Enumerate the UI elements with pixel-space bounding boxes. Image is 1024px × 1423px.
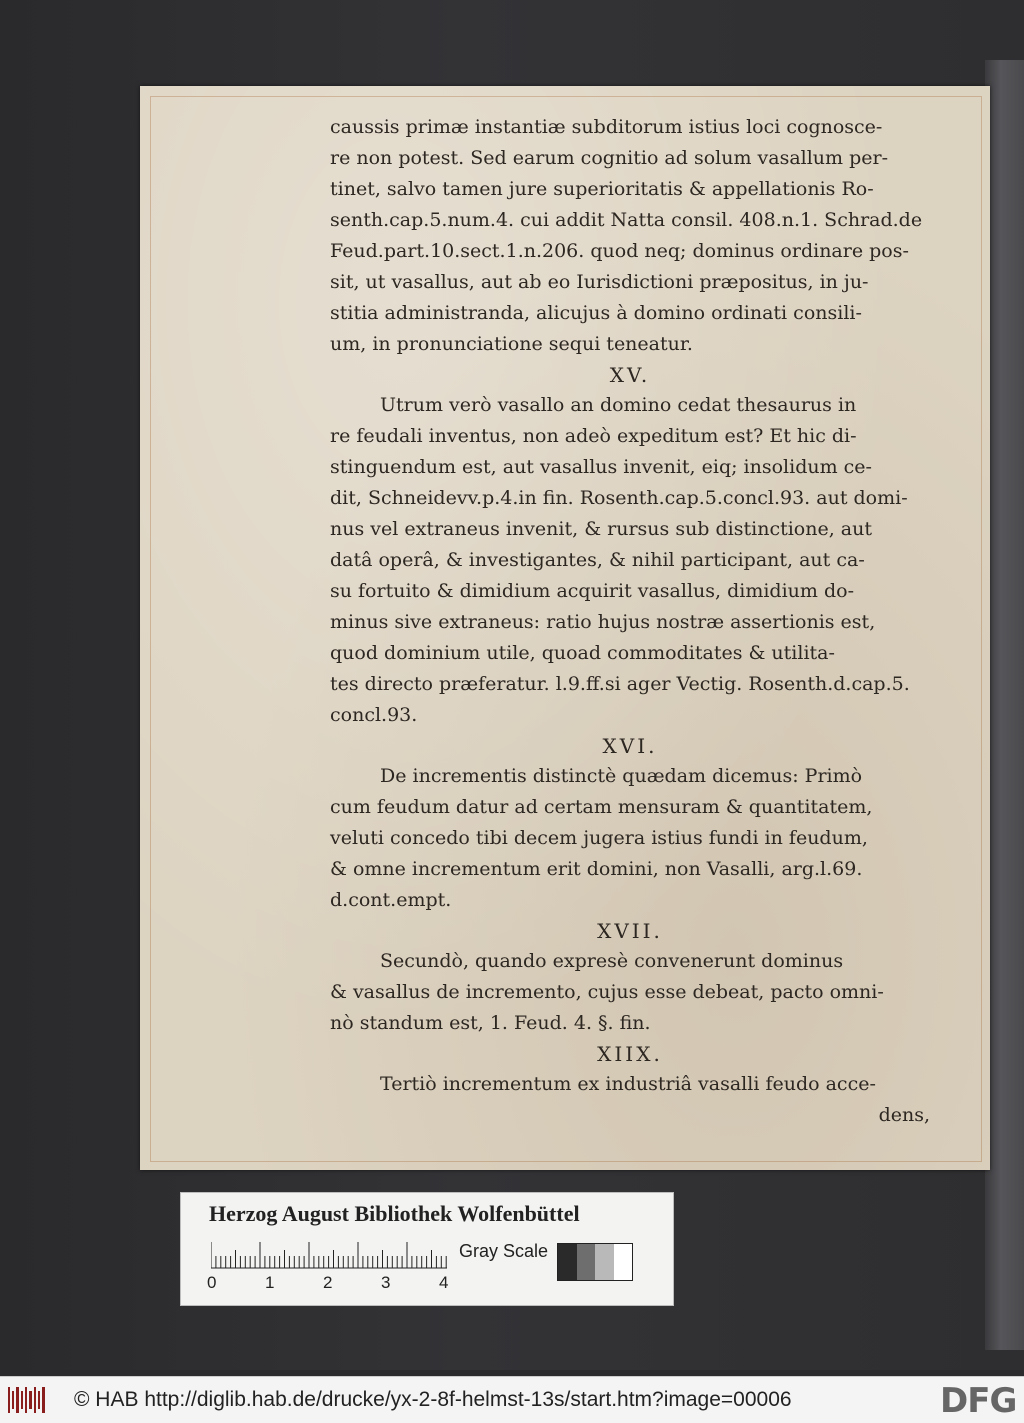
ruler-number: 1	[265, 1273, 275, 1292]
text-line: cum feudum datur ad certam mensuram & quantitatem,	[330, 796, 873, 818]
gray-swatch	[614, 1244, 633, 1280]
gray-swatch	[595, 1244, 614, 1280]
text-line: Secundò, quando expresè convenerunt dominus	[380, 950, 844, 972]
barcode-icon	[8, 1387, 48, 1413]
footer-bar	[0, 1376, 1024, 1423]
text-line: dit, Schneidevv.p.4.in fin. Rosenth.cap.5.concl.93. aut domi-	[330, 487, 908, 509]
text-line: dens,	[878, 1104, 930, 1126]
text-line: veluti concedo tibi decem jugera istius fundi in feudum,	[330, 827, 868, 849]
section-heading: XVII.	[597, 919, 663, 943]
ruler-icon	[211, 1241, 451, 1269]
text-line: senth.cap.5.num.4. cui addit Natta consil. 408.n.1. Schrad.de	[330, 209, 923, 231]
ruler-numbers	[207, 1273, 467, 1295]
text-line: stinguendum est, aut vasallus invenit, eiq; insolidum ce-	[330, 456, 872, 478]
text-line: d.cont.empt.	[330, 889, 452, 911]
text-line: su fortuito & dimidium acquirit vasallus, dimidium do-	[330, 580, 854, 602]
gray-scale-swatches	[557, 1243, 633, 1281]
text-line: Feud.part.10.sect.1.n.206. quod neq; dominus ordinare pos-	[330, 240, 909, 262]
text-line: nus vel extraneus invenit, & rursus sub distinctione, aut	[330, 518, 873, 540]
ruler-number: 2	[323, 1273, 333, 1292]
text-line: & omne incrementum erit domini, non Vasalli, arg.l.69.	[330, 858, 863, 880]
page-text	[330, 112, 930, 1131]
ruler-number: 4	[439, 1273, 449, 1292]
text-line: stitia administranda, alicujus à domino ordinati consili-	[330, 302, 862, 324]
text-line: Utrum verò vasallo an domino cedat thesaurus in	[380, 394, 857, 416]
text-line: De incrementis distinctè quædam dicemus: Primò	[380, 765, 863, 787]
gray-swatch	[577, 1244, 596, 1280]
dfg-logo: DFG	[940, 1381, 1017, 1421]
text-line: quod dominium utile, quoad commoditates & utilita-	[330, 642, 835, 664]
text-line: um, in pronunciatione sequi teneatur.	[330, 333, 693, 355]
footer-copyright-url: © HAB http://diglib.hab.de/drucke/yx-2-8f-helmst-13s/start.htm?image=00006	[74, 1388, 792, 1411]
section-heading: XVI.	[602, 734, 658, 758]
text-line: sit, ut vasallus, aut ab eo Iurisdictioni præpositus, in ju-	[330, 271, 869, 293]
text-line: minus sive extraneus: ratio hujus nostræ assertionis est,	[330, 611, 876, 633]
text-line: tes directo præferatur. l.9.ff.si ager Vectig. Rosenth.d.cap.5.	[330, 673, 910, 695]
library-name: Herzog August Bibliothek Wolfenbüttel	[209, 1201, 580, 1226]
text-line: re non potest. Sed earum cognitio ad solum vasallum per-	[330, 147, 889, 169]
text-line: datâ operâ, & investigantes, & nihil participant, aut ca-	[330, 549, 865, 571]
book-edge-strip	[985, 60, 1024, 1350]
section-heading: XIIX.	[597, 1042, 663, 1066]
text-line: tinet, salvo tamen jure superioritatis & appellationis Ro-	[330, 178, 874, 200]
text-line: re feudali inventus, non adeò expeditum est? Et hic di-	[330, 425, 857, 447]
ruler-number: 0	[207, 1273, 217, 1292]
text-line: concl.93.	[330, 704, 418, 726]
text-line: & vasallus de incremento, cujus esse debeat, pacto omni-	[330, 981, 884, 1003]
section-heading: XV.	[609, 363, 651, 387]
ruler-number: 3	[381, 1273, 391, 1292]
gray-swatch	[558, 1244, 577, 1280]
text-line: Tertiò incrementum ex industriâ vasalli feudo acce-	[380, 1073, 876, 1095]
text-line: caussis primæ instantiæ subditorum istius loci cognosce-	[330, 116, 883, 138]
library-label-card	[180, 1192, 674, 1306]
text-line: nò standum est, 1. Feud. 4. §. fin.	[330, 1012, 651, 1034]
gray-scale-label: Gray Scale	[459, 1241, 549, 1261]
